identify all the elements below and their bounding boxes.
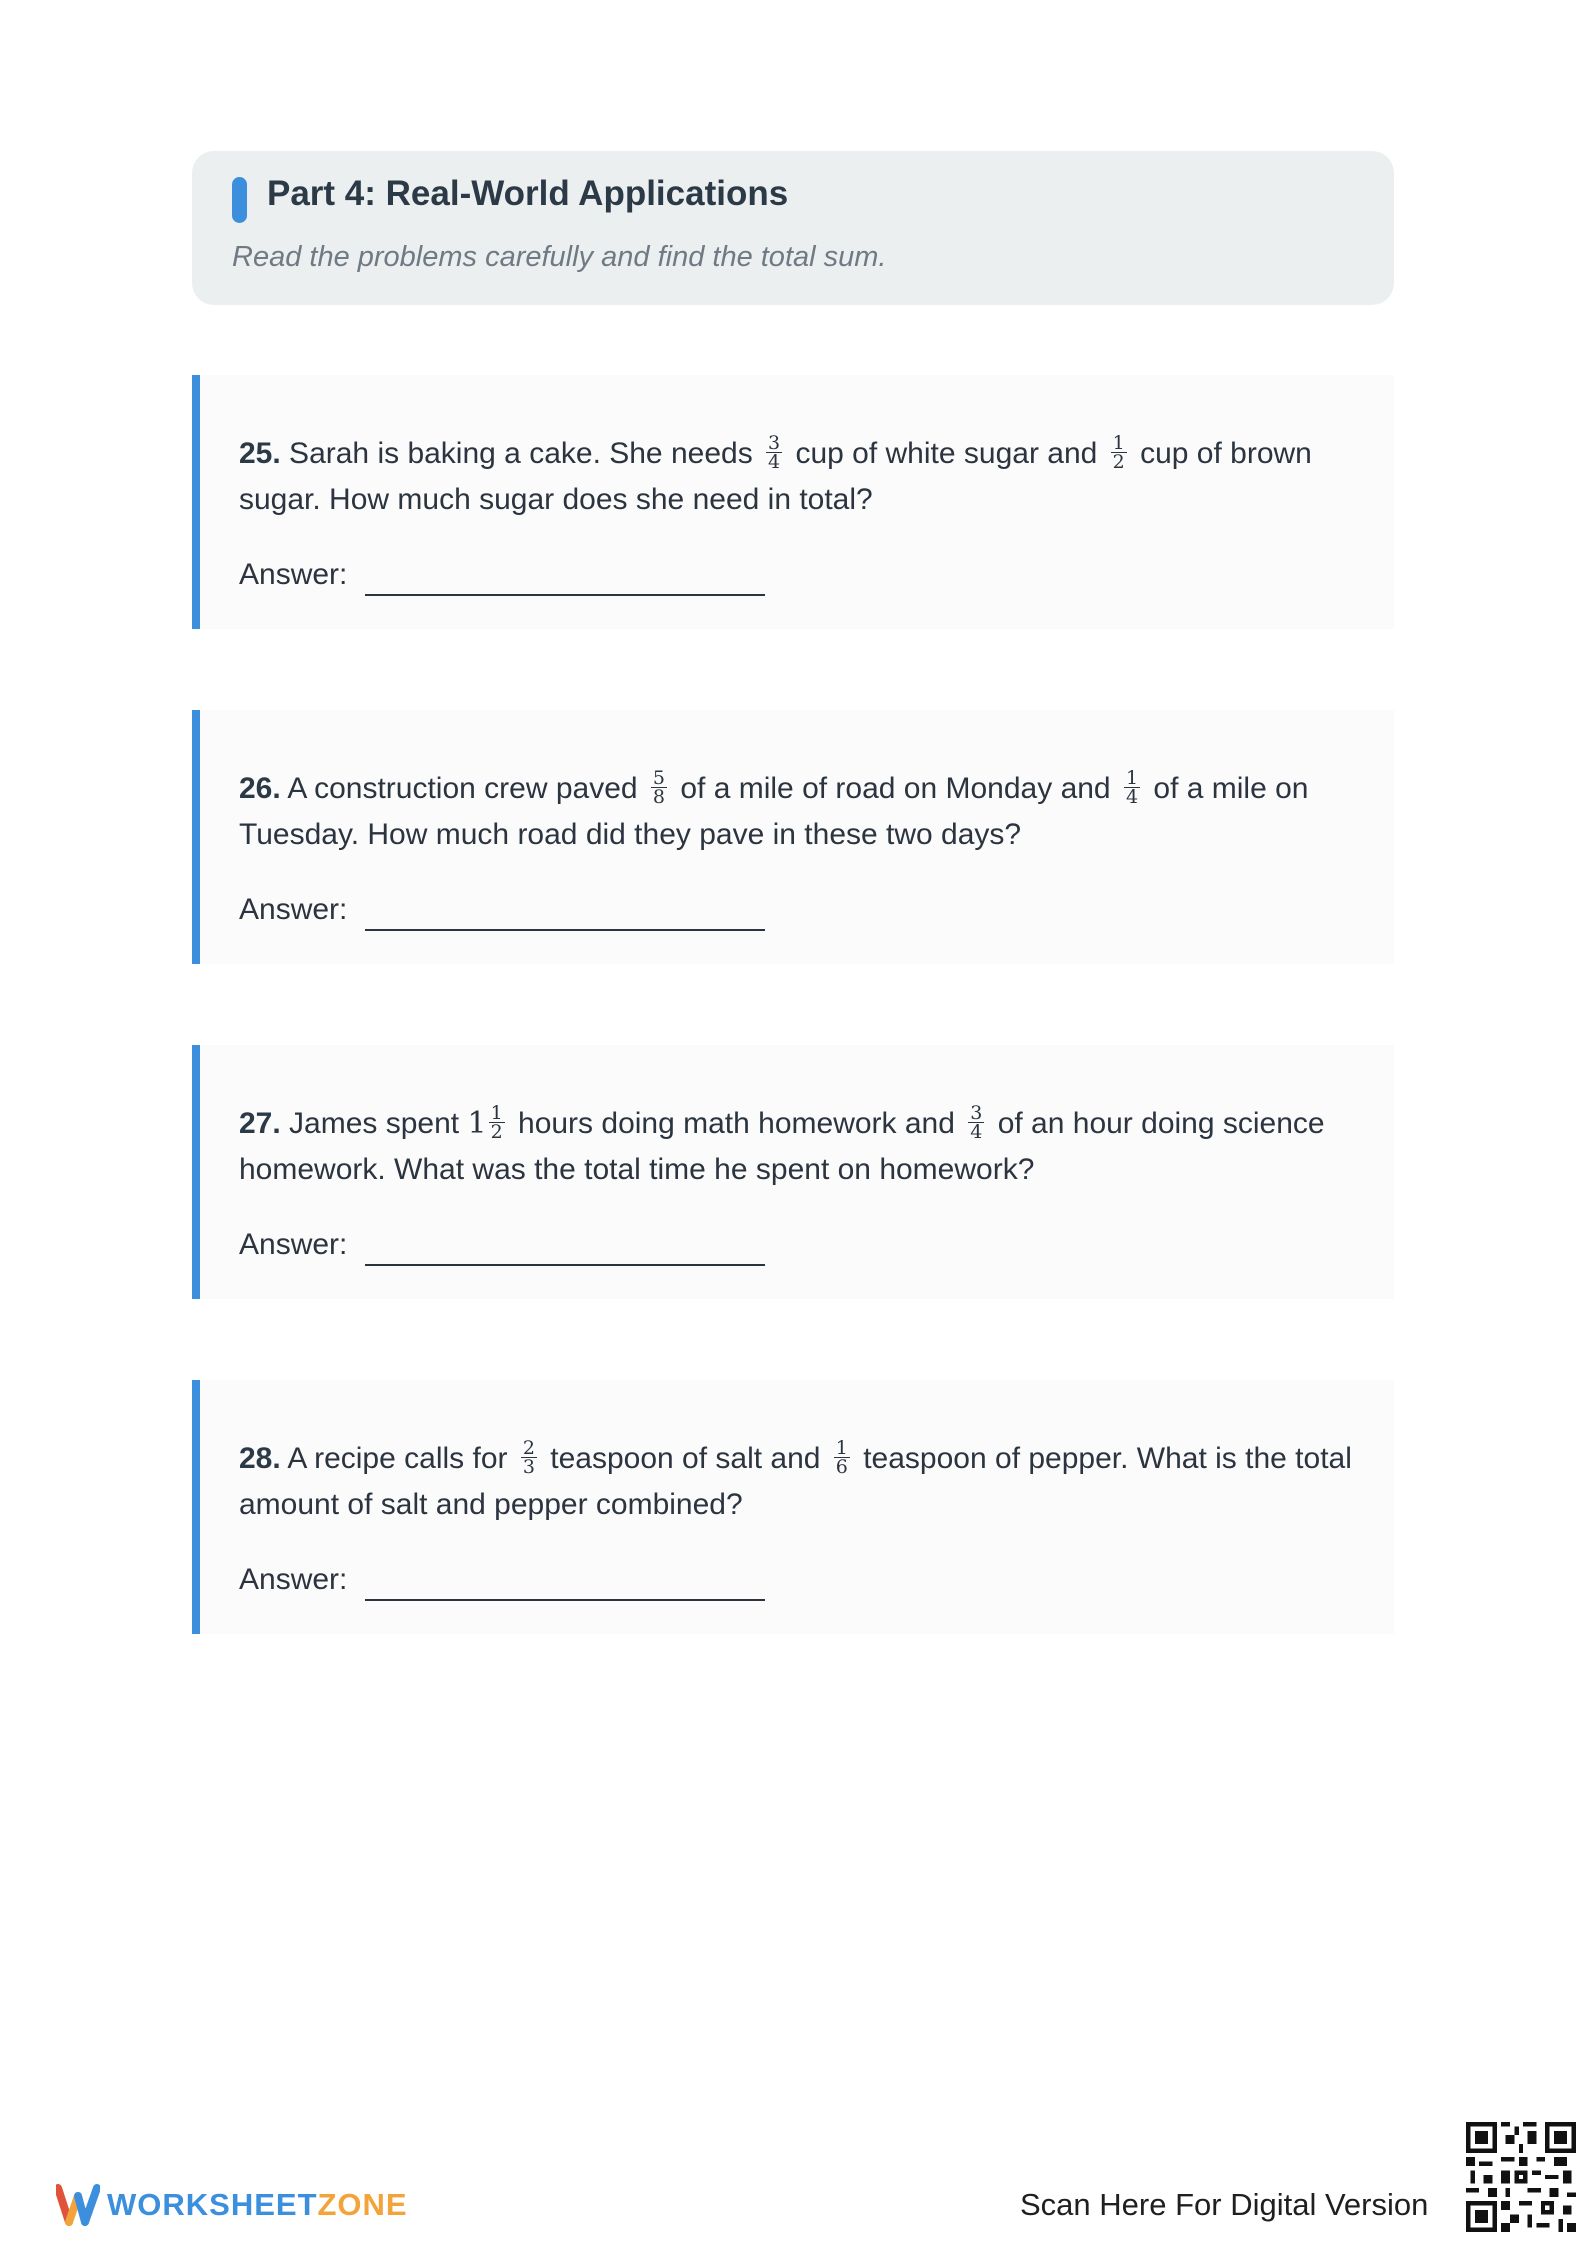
fraction (1111, 431, 1127, 473)
problem-number: 27. (239, 1107, 281, 1140)
problem-card-25 (192, 375, 1394, 629)
fraction (1124, 766, 1140, 808)
fraction-denominator: 4 (1125, 785, 1139, 808)
fraction-denominator: 2 (1112, 450, 1125, 473)
problem-text (239, 431, 1369, 523)
answer-row (239, 558, 347, 592)
problem-number: 28. (239, 1442, 281, 1475)
answer-label: Answer: (239, 1563, 348, 1596)
problem-text-part: James spent (280, 1107, 468, 1140)
problem-number: 25. (239, 437, 281, 470)
section-title: Part 4: Real-World Applications (267, 174, 789, 213)
brand-name-part: WORKSHEET (107, 2187, 318, 2222)
answer-label: Answer: (239, 1228, 348, 1261)
section-header (192, 151, 1394, 305)
answer-line[interactable] (365, 1599, 765, 1601)
problem-text-part: hours doing math homework and (509, 1107, 964, 1140)
problem-text-part: teaspoon of salt and (541, 1442, 829, 1475)
scan-here-text: Scan Here For Digital Version (1020, 2187, 1429, 2222)
fraction-denominator: 4 (970, 1120, 983, 1143)
problem-text (239, 1101, 1369, 1193)
brand-name (107, 2187, 408, 2223)
fraction (766, 431, 782, 473)
problem-text-part: teaspoon of pepper. What is the total amount of salt and pepper combined? (239, 1442, 1352, 1521)
fraction-denominator: 4 (768, 450, 781, 473)
problem-text-part: of a mile on Tuesday. How much road did they pave in these two days? (239, 772, 1309, 851)
fraction-numerator: 5 (652, 766, 666, 789)
fraction-numerator: 1 (1125, 766, 1139, 789)
problem-card-26 (192, 710, 1394, 964)
fraction-numerator: 3 (970, 1101, 983, 1124)
header-accent-bar (232, 177, 247, 223)
answer-line[interactable] (365, 929, 765, 931)
fraction-numerator: 1 (835, 1436, 848, 1459)
fraction-numerator: 1 (490, 1101, 503, 1124)
worksheetzone-w-logo-icon (56, 2178, 100, 2230)
fraction-denominator: 3 (522, 1455, 535, 1478)
fraction (489, 1101, 505, 1143)
fraction-denominator: 2 (490, 1120, 503, 1143)
fraction (651, 766, 667, 808)
fraction (968, 1101, 984, 1143)
answer-line[interactable] (365, 1264, 765, 1266)
problem-text (239, 1436, 1369, 1528)
answer-row (239, 1228, 347, 1262)
mixed-number-whole: 1 (467, 1106, 487, 1141)
fraction-denominator: 6 (835, 1455, 848, 1478)
qr-code-icon[interactable] (1466, 2122, 1576, 2232)
problem-text-part: cup of white sugar and (787, 437, 1106, 470)
fraction (834, 1436, 850, 1478)
problem-text-part: A recipe calls for (280, 1442, 516, 1475)
fraction-numerator: 1 (1112, 431, 1125, 454)
problem-text-part: of an hour doing science homework. What was the total time he spent on homework? (239, 1107, 1325, 1186)
problem-card-28 (192, 1380, 1394, 1634)
problem-text-part: of a mile of road on Monday and (672, 772, 1119, 805)
problem-text-part: A construction crew paved (280, 772, 646, 805)
brand-name-part: ZONE (317, 2187, 408, 2222)
answer-line[interactable] (365, 594, 765, 596)
fraction-denominator: 8 (652, 785, 666, 808)
problem-number: 26. (239, 772, 281, 805)
problem-text (239, 766, 1369, 858)
section-subtitle: Read the problems carefully and find the total sum. (232, 241, 887, 273)
fraction-numerator: 2 (522, 1436, 535, 1459)
fraction-numerator: 3 (768, 431, 781, 454)
problem-text-part: cup of brown sugar. How much sugar does she need in total? (239, 437, 1312, 516)
answer-label: Answer: (239, 558, 348, 591)
problem-text-part: Sarah is baking a cake. She needs (280, 437, 762, 470)
answer-label: Answer: (239, 893, 348, 926)
problem-card-27 (192, 1045, 1394, 1299)
answer-row (239, 893, 347, 927)
fraction (521, 1436, 537, 1478)
answer-row (239, 1563, 347, 1597)
